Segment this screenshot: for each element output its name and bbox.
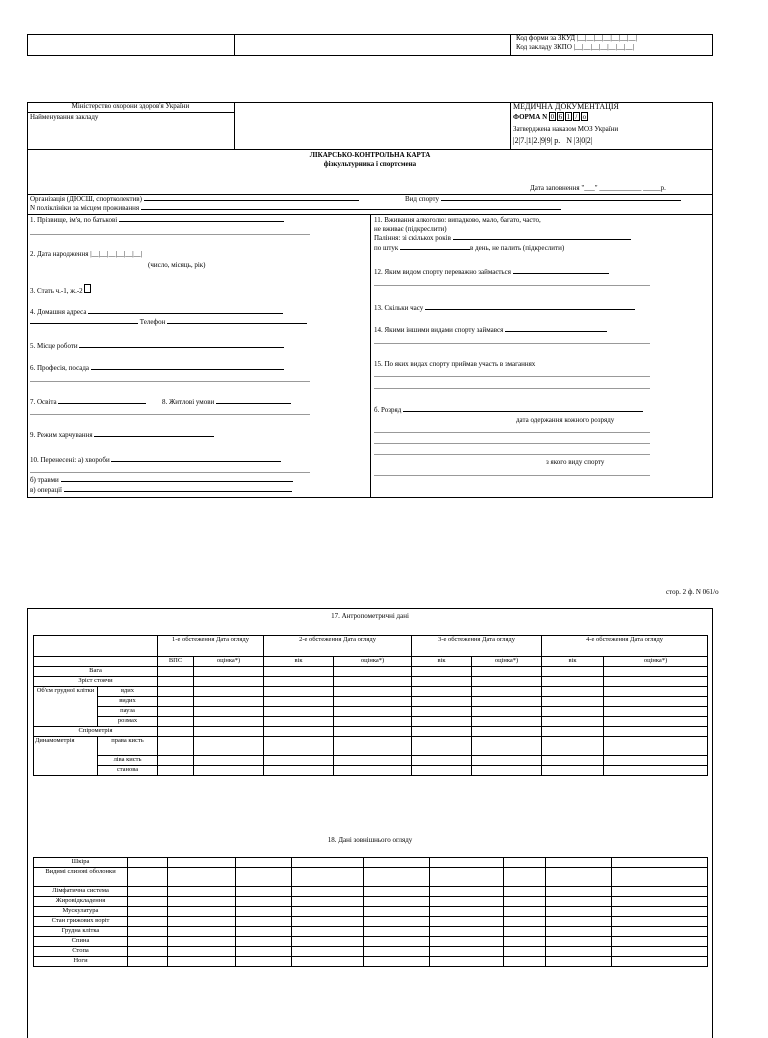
external-exam-title: 18. Дані зовнішнього огляду — [327, 836, 413, 844]
table-row — [34, 737, 708, 756]
row-label: Спірометрія — [34, 727, 158, 737]
table-corner — [34, 636, 158, 657]
table-row — [34, 957, 708, 967]
organization-field: Організація (ДЮСШ, спортколектив) — [30, 195, 359, 203]
form-cell: / — [573, 112, 580, 121]
approved-by: Затверджена наказом МОЗ України — [513, 125, 619, 133]
row-label: Вага — [34, 667, 158, 677]
exam-header: 2-е обстеження Дата огляду — [264, 636, 412, 657]
field-workplace: 5. Місце роботи — [30, 342, 284, 350]
field-profession-extra-line — [30, 381, 310, 382]
table-row — [34, 917, 708, 927]
row-sublabel: розмах — [98, 717, 158, 727]
field-main-sport-extra-line — [374, 285, 650, 286]
field-smoking-count: по штук в день, не палить (підкреслити) — [374, 244, 565, 252]
page-ref: стор. 2 ф. N 061/о — [666, 588, 719, 596]
row-label: Об'єм грудної клітки — [34, 687, 98, 727]
field-injuries: б) травми — [30, 476, 293, 484]
sub-header: оцінка*) — [194, 657, 264, 667]
row-label: Жировідкладення — [34, 897, 128, 907]
row-label: Динамометрія — [34, 737, 98, 776]
field-alcohol: 11. Вживання алкоголю: випадково, мало, багато, часто, — [374, 216, 541, 224]
residence-clinic-field: N поліклініки за місцем проживання — [30, 204, 561, 212]
rank-date-hint: дата одержання кожного розряду — [516, 416, 615, 424]
field-diseases: 10. Перенесені: а) хвороби — [30, 456, 281, 464]
sex-checkbox[interactable] — [84, 284, 91, 293]
row-label: Зріст стоячи — [34, 677, 158, 687]
table-row — [34, 937, 708, 947]
sub-header: оцінка*) — [472, 657, 542, 667]
row-sublabel: видих — [98, 697, 158, 707]
row-sublabel: пауза — [98, 707, 158, 717]
form-cell: 0 — [550, 113, 555, 121]
field-birth-date: 2. Дата народження |__|__|__|__|__|__| — [30, 250, 143, 258]
field-diseases-extra-line — [30, 472, 310, 473]
approved-date: |2|7.|1|2.|9|9| р. N |3|0|2| — [513, 136, 593, 145]
field-full-name-extra-line — [30, 234, 310, 235]
card-title: ЛІКАРСЬКО-КОНТРОЛЬНА КАРТА — [309, 151, 431, 159]
institution-name: Найменування закладу — [30, 113, 99, 121]
field-education: 7. Освіта — [30, 398, 146, 406]
table-cell — [34, 657, 158, 667]
rank-sport-hint: з якого виду спорту — [546, 458, 605, 466]
row-label: Видимі слизові оболонки — [34, 868, 128, 887]
table-row — [34, 947, 708, 957]
rank-line-1 — [374, 432, 650, 433]
field-education-extra-line — [30, 414, 310, 415]
zkud-code: Код форми за ЗКУД |__|__|__|__|__|__|__| — [516, 34, 637, 42]
row-sublabel: права кисть — [98, 737, 158, 756]
exam-header: 4-е обстеження Дата огляду — [542, 636, 708, 657]
table-row — [34, 897, 708, 907]
field-alcohol-note: не вживає (підкреслити) — [374, 225, 447, 233]
table-row — [34, 697, 708, 707]
row-label: Лімфатична система — [34, 887, 128, 897]
table-row — [34, 707, 708, 717]
exam-header: 1-е обстеження Дата огляду — [158, 636, 264, 657]
field-competitions: 15. По яких видах спорту приймав участь в змаганнях — [374, 360, 536, 368]
row-sublabel: ліва кисть — [98, 756, 158, 766]
row-label: Ноги — [34, 957, 128, 967]
field-operations: в) операції — [30, 486, 292, 494]
field-diet: 9. Режим харчування — [30, 431, 214, 439]
row-label: Спина — [34, 937, 128, 947]
zkpo-code: Код закладу ЗКПО |__|__|__|__|__|__|__| — [516, 43, 634, 51]
field-other-sports-extra-line — [374, 343, 650, 344]
exam-header: 3-е обстеження Дата огляду — [412, 636, 542, 657]
sport-kind-field: Вид спорту — [405, 195, 681, 203]
row-sublabel: станова — [98, 766, 158, 776]
row-label: Шкіра — [34, 858, 128, 868]
form-cell: 6 — [558, 113, 563, 121]
anthropometry-table — [33, 635, 708, 776]
table-row — [34, 858, 708, 868]
sub-header: оцінка*) — [604, 657, 708, 667]
table-row — [34, 687, 708, 697]
table-row — [34, 677, 708, 687]
field-phone: Телефон — [30, 318, 307, 326]
table-row — [34, 868, 708, 887]
competitions-line-2 — [374, 388, 650, 389]
sub-header: оцінка*) — [334, 657, 412, 667]
fill-date: Дата заповнення "___" ____________ _____р. — [530, 184, 666, 192]
card-subtitle: фізкультурника і спортсмена — [323, 160, 417, 168]
birth-date-hint: (число, місяць, рік) — [148, 261, 206, 269]
ministry-name: Міністерство охорони здоров'я України — [71, 102, 190, 110]
sub-header: ВПС — [158, 657, 194, 667]
anthropometry-title: 17. Антропометричні дані — [331, 612, 409, 620]
row-label: Мускулатура — [34, 907, 128, 917]
field-time: 13. Скільки часу — [374, 304, 635, 312]
form-label: ФОРМА N — [513, 113, 548, 121]
med-doc-label: МЕДИЧНА ДОКУМЕНТАЦІЯ — [513, 102, 619, 111]
form-cell: о — [582, 113, 587, 121]
sub-header: вік — [412, 657, 472, 667]
field-smoking: Паління: зі скількох років — [374, 234, 631, 242]
table-row — [34, 887, 708, 897]
rank-line-2 — [374, 443, 650, 444]
table-row — [34, 727, 708, 737]
table-row — [34, 766, 708, 776]
table-row — [34, 907, 708, 917]
row-label: Грудна клітка — [34, 927, 128, 937]
table-row — [34, 756, 708, 766]
row-sublabel: вдих — [98, 687, 158, 697]
field-rank: б. Розряд — [374, 406, 643, 414]
field-profession: 6. Професія, посада — [30, 364, 284, 372]
header-divider-1 — [234, 102, 235, 150]
sub-header: вік — [264, 657, 334, 667]
form-number — [513, 112, 589, 121]
rank-line-4 — [374, 475, 650, 476]
form-cell: 1 — [566, 113, 571, 121]
top-divider-2 — [510, 34, 511, 56]
field-main-sport: 12. Яким видом спорту переважно займається — [374, 268, 609, 276]
table-row — [34, 717, 708, 727]
field-home-address: 4. Домашня адреса — [30, 308, 283, 316]
external-exam-table — [33, 857, 708, 967]
field-housing: 8. Житлові умови — [162, 398, 291, 406]
field-other-sports: 14. Якими іншими видами спорту займався — [374, 326, 607, 334]
row-label: Стан грижових воріт — [34, 917, 128, 927]
header-divider-2 — [510, 102, 511, 150]
field-sex: 3. Стать ч.-1, ж.-2 — [30, 284, 92, 295]
rank-line-3 — [374, 454, 650, 455]
field-full-name: 1. Прізвище, ім'я, по батькові — [30, 216, 284, 224]
competitions-line-1 — [374, 376, 650, 377]
table-row — [34, 927, 708, 937]
table-row — [34, 667, 708, 677]
sub-header: вік — [542, 657, 604, 667]
fields-divider — [370, 214, 371, 498]
top-divider-1 — [234, 34, 235, 56]
row-label: Стопа — [34, 947, 128, 957]
